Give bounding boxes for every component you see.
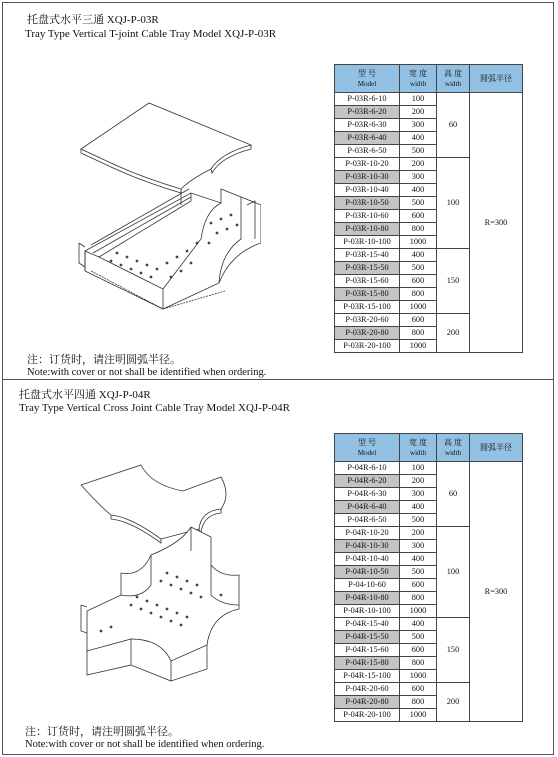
section-t-joint — [2, 2, 554, 380]
model-cell: P-04R-15-40 — [335, 618, 400, 631]
height-cell: 200 — [437, 314, 470, 353]
width-cell: 800 — [400, 223, 437, 236]
model-cell: P-04R-10-20 — [335, 527, 400, 540]
height-cell: 150 — [437, 249, 470, 314]
model-cell: P-03R-15-80 — [335, 288, 400, 301]
width-cell: 800 — [400, 592, 437, 605]
height-cell: 100 — [437, 158, 470, 249]
note-en: Note:with cover or not shall be identified when ordering. — [27, 367, 267, 378]
model-cell: P-04R-10-40 — [335, 553, 400, 566]
model-cell: P-03R-20-60 — [335, 314, 400, 327]
width-cell: 1000 — [400, 605, 437, 618]
model-cell: P-03R-6-50 — [335, 145, 400, 158]
radius-cell: R=300 — [470, 462, 523, 722]
model-cell: P-03R-6-20 — [335, 106, 400, 119]
header-model: 型 号 Model — [335, 65, 400, 93]
height-cell: 60 — [437, 462, 470, 527]
width-cell: 200 — [400, 527, 437, 540]
width-cell: 500 — [400, 262, 437, 275]
model-cell: P-03R-20-100 — [335, 340, 400, 353]
height-cell: 150 — [437, 618, 470, 683]
width-cell: 400 — [400, 184, 437, 197]
model-cell: P-03R-15-100 — [335, 301, 400, 314]
model-cell: P-03R-10-100 — [335, 236, 400, 249]
width-cell: 500 — [400, 145, 437, 158]
model-cell: P-04R-6-20 — [335, 475, 400, 488]
width-cell: 1000 — [400, 670, 437, 683]
height-cell: 100 — [437, 527, 470, 618]
height-cell: 60 — [437, 93, 470, 158]
width-cell: 500 — [400, 197, 437, 210]
width-cell: 400 — [400, 249, 437, 262]
width-cell: 200 — [400, 475, 437, 488]
radius-cell: R=300 — [470, 93, 523, 353]
note-cn: 注：订货时，请注明圆弧半径。 — [27, 354, 181, 366]
model-cell: P-03R-15-40 — [335, 249, 400, 262]
width-cell: 300 — [400, 171, 437, 184]
header-radius: 圆弧半径 — [470, 434, 523, 462]
model-cell: P-04R-6-40 — [335, 501, 400, 514]
section-cross-joint — [2, 380, 554, 755]
header-model: 型 号 Model — [335, 434, 400, 462]
model-cell: P-04R-10-50 — [335, 566, 400, 579]
width-cell: 400 — [400, 618, 437, 631]
model-cell: P-04R-15-50 — [335, 631, 400, 644]
width-cell: 600 — [400, 683, 437, 696]
width-cell: 300 — [400, 488, 437, 501]
width-cell: 600 — [400, 644, 437, 657]
table-body — [335, 93, 523, 353]
model-cell: P-04R-10-100 — [335, 605, 400, 618]
model-cell: P-04R-15-100 — [335, 670, 400, 683]
width-cell: 300 — [400, 540, 437, 553]
model-cell: P-03R-6-30 — [335, 119, 400, 132]
height-cell: 200 — [437, 683, 470, 722]
width-cell: 200 — [400, 106, 437, 119]
width-cell: 500 — [400, 566, 437, 579]
width-cell: 600 — [400, 314, 437, 327]
model-cell: P-03R-10-50 — [335, 197, 400, 210]
section-title-cn: 托盘式水平三通 XQJ-P-03R — [27, 14, 159, 26]
width-cell: 1000 — [400, 340, 437, 353]
table-body — [335, 462, 523, 722]
table-row — [335, 462, 523, 475]
width-cell: 500 — [400, 514, 437, 527]
model-cell: P-04R-20-60 — [335, 683, 400, 696]
model-cell: P-04R-6-30 — [335, 488, 400, 501]
width-cell: 500 — [400, 631, 437, 644]
header-radius: 圆弧半径 — [470, 65, 523, 93]
width-cell: 1000 — [400, 301, 437, 314]
table-row — [335, 93, 523, 106]
model-cell: P-04R-10-30 — [335, 540, 400, 553]
model-cell: P-03R-10-30 — [335, 171, 400, 184]
t-joint-drawing — [71, 93, 261, 323]
width-cell: 800 — [400, 288, 437, 301]
model-cell: P-04R-6-50 — [335, 514, 400, 527]
section-title-en: Tray Type Vertical Cross Joint Cable Tray Model XQJ-P-04R — [19, 402, 290, 414]
header-width: 宽 度 width — [400, 65, 437, 93]
note-cn: 注：订货时，请注明圆弧半径。 — [25, 726, 179, 738]
model-cell: P-03R-10-40 — [335, 184, 400, 197]
width-cell: 300 — [400, 119, 437, 132]
model-cell: P-03R-20-80 — [335, 327, 400, 340]
spec-table-t-joint — [334, 64, 523, 353]
model-cell: P-04R-20-80 — [335, 696, 400, 709]
width-cell: 100 — [400, 462, 437, 475]
width-cell: 100 — [400, 93, 437, 106]
width-cell: 400 — [400, 553, 437, 566]
width-cell: 800 — [400, 657, 437, 670]
model-cell: P-03R-15-60 — [335, 275, 400, 288]
model-cell: P-04R-15-80 — [335, 657, 400, 670]
header-height: 高 度 width — [437, 434, 470, 462]
width-cell: 600 — [400, 579, 437, 592]
width-cell: 400 — [400, 501, 437, 514]
section-title-cn: 托盘式水平四通 XQJ-P-04R — [19, 389, 151, 401]
model-cell: P-04R-15-60 — [335, 644, 400, 657]
width-cell: 800 — [400, 327, 437, 340]
spec-table-cross-joint — [334, 433, 523, 722]
model-cell: P-03R-15-50 — [335, 262, 400, 275]
width-cell: 600 — [400, 210, 437, 223]
model-cell: P-03R-6-10 — [335, 93, 400, 106]
model-cell: P-04-10-60 — [335, 579, 400, 592]
header-height: 高 度 width — [437, 65, 470, 93]
model-cell: P-03R-10-80 — [335, 223, 400, 236]
width-cell: 800 — [400, 696, 437, 709]
header-width: 宽 度 width — [400, 434, 437, 462]
model-cell: P-03R-10-60 — [335, 210, 400, 223]
note-en: Note:with cover or not shall be identified when ordering. — [25, 739, 265, 750]
model-cell: P-04R-10-80 — [335, 592, 400, 605]
width-cell: 400 — [400, 132, 437, 145]
model-cell: P-04R-20-100 — [335, 709, 400, 722]
width-cell: 1000 — [400, 236, 437, 249]
width-cell: 200 — [400, 158, 437, 171]
model-cell: P-03R-6-40 — [335, 132, 400, 145]
section-title-en: Tray Type Vertical T-joint Cable Tray Model XQJ-P-03R — [25, 28, 277, 40]
model-cell: P-03R-10-20 — [335, 158, 400, 171]
model-cell: P-04R-6-10 — [335, 462, 400, 475]
width-cell: 600 — [400, 275, 437, 288]
width-cell: 1000 — [400, 709, 437, 722]
cross-joint-drawing — [71, 455, 246, 705]
